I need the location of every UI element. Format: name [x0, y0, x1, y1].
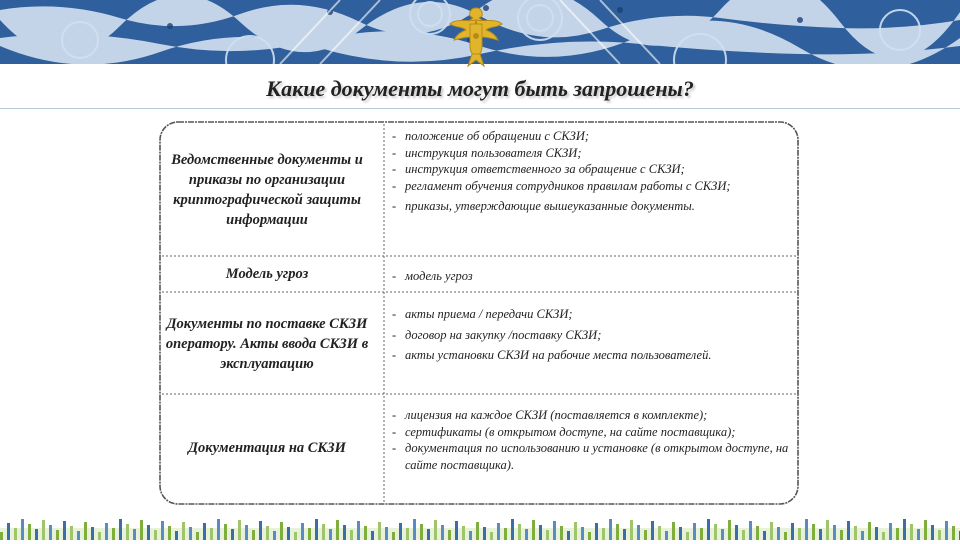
list-item: - акты приема / передачи СКЗИ; [392, 306, 797, 323]
list-item: - регламент обучения сотрудников правилам работы с СКЗИ; [392, 178, 797, 195]
page-title: Какие документы могут быть запрошены? [266, 76, 694, 101]
list-item: - модель угроз [392, 268, 797, 285]
row-2-items [392, 268, 797, 285]
row-2-category: Модель угроз [225, 266, 309, 282]
list-item: - положение об обращении с СКЗИ; [392, 128, 797, 145]
bird-emblem-icon [446, 2, 506, 68]
row-1-category: Ведомственные документы и приказы по организации криптографической защиты информации [171, 152, 363, 228]
list-item: - сертификаты (в открытом доступе, на сайте поставщика); [392, 424, 797, 441]
list-item: - приказы, утверждающие вышеуказанные документы. [392, 198, 797, 215]
list-item: - инструкция ответственного за обращение с СКЗИ; [392, 161, 797, 178]
row-1-items [392, 128, 797, 215]
list-item: - договор на закупку /поставку СКЗИ; [392, 327, 797, 344]
list-item: - лицензия на каждое СКЗИ (поставляется в комплекте); [392, 407, 797, 424]
list-item: - акты установки СКЗИ на рабочие места пользователей. [392, 347, 797, 364]
title-area [0, 64, 960, 109]
row-4-category: Документация на СКЗИ [188, 440, 346, 456]
row-4-items [392, 407, 797, 473]
list-item: - инструкция пользователя СКЗИ; [392, 145, 797, 162]
documents-table [158, 120, 806, 508]
list-item: - документация по использованию и установке (в открытом доступе, на сайте поставщика). [392, 440, 797, 473]
footer-ornament [0, 512, 960, 540]
row-3-category: Документы по поставке СКЗИ оператору. Акты ввода СКЗИ в эксплуатацию [165, 316, 369, 372]
row-3-items [392, 306, 797, 364]
